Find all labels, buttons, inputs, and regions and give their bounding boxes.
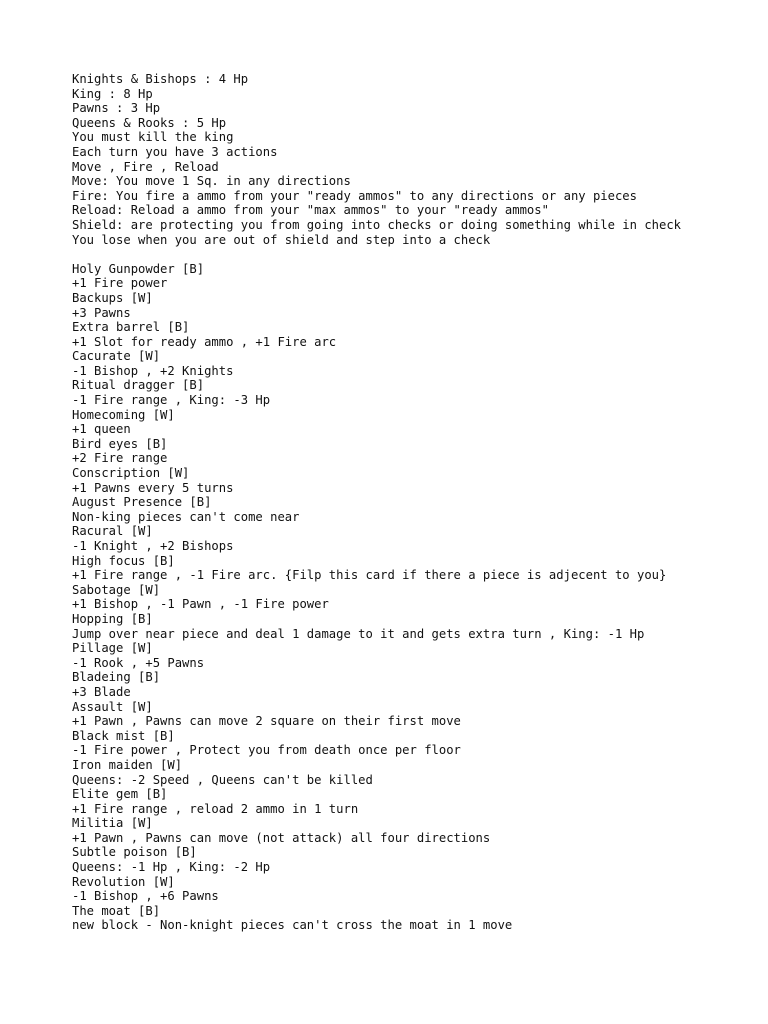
card-effect: Queens: -1 Hp , King: -2 Hp bbox=[72, 860, 271, 875]
card-effect: +2 Fire range bbox=[72, 451, 168, 466]
cards-section bbox=[72, 262, 752, 933]
card-title: Holy Gunpowder [B] bbox=[72, 261, 205, 276]
rule-line: You must kill the king bbox=[72, 130, 234, 145]
card-effect: +1 Pawn , Pawns can move 2 square on their first move bbox=[72, 714, 461, 729]
rule-line: Knights & Bishops : 4 Hp bbox=[72, 72, 249, 86]
card-effect: +1 queen bbox=[72, 422, 131, 437]
card-effect: -1 Knight , +2 Bishops bbox=[72, 539, 234, 553]
card-title: Extra barrel [B] bbox=[72, 320, 190, 335]
card-effect: -1 Rook , +5 Pawns bbox=[72, 655, 205, 670]
card-effect: Jump over near piece and deal 1 damage to it and gets extra turn , King: -1 Hp bbox=[72, 626, 645, 641]
card-effect: -1 Bishop , +2 Knights bbox=[72, 363, 234, 378]
card-title: Cacurate [W] bbox=[72, 349, 161, 364]
card-effect: +3 Blade bbox=[72, 684, 131, 699]
rule-line: King : 8 Hp bbox=[72, 86, 153, 101]
card-effect: -1 Bishop , +6 Pawns bbox=[72, 889, 219, 904]
card-title: Militia [W] bbox=[72, 816, 153, 831]
rule-line: Move , Fire , Reload bbox=[72, 159, 219, 174]
rules-section bbox=[72, 72, 752, 247]
card-effect: +1 Bishop , -1 Pawn , -1 Fire power bbox=[72, 597, 329, 612]
card-effect: Non-king pieces can't come near bbox=[72, 509, 300, 524]
card-title: Ritual dragger [B] bbox=[72, 378, 205, 393]
rule-line: Move: You move 1 Sq. in any directions bbox=[72, 174, 351, 189]
card-title: Backups [W] bbox=[72, 290, 153, 305]
card-title: Conscription [W] bbox=[72, 466, 190, 481]
document-page bbox=[72, 72, 752, 933]
card-title: Sabotage [W] bbox=[72, 582, 161, 597]
card-title: Hopping [B] bbox=[72, 611, 153, 626]
card-title: Assault [W] bbox=[72, 699, 153, 714]
card-effect: new block - Non-knight pieces can't cross the moat in 1 move bbox=[72, 918, 513, 933]
card-effect: -1 Fire power , Protect you from death once per floor bbox=[72, 743, 461, 758]
card-title: The moat [B] bbox=[72, 903, 161, 918]
card-title: Homecoming [W] bbox=[72, 407, 175, 422]
rule-line: You lose when you are out of shield and step into a check bbox=[72, 232, 491, 247]
rule-line: Each turn you have 3 actions bbox=[72, 144, 278, 159]
card-effect: +1 Fire power bbox=[72, 276, 168, 291]
card-title: Pillage [W] bbox=[72, 641, 153, 656]
card-title: High focus [B] bbox=[72, 553, 175, 568]
rule-line: Pawns : 3 Hp bbox=[72, 101, 161, 116]
card-effect: +1 Pawns every 5 turns bbox=[72, 480, 234, 495]
card-title: Black mist [B] bbox=[72, 728, 175, 743]
rule-line: Reload: Reload a ammo from your "max ammos" to your "ready ammos" bbox=[72, 203, 549, 218]
card-title: Revolution [W] bbox=[72, 874, 175, 889]
card-effect: Queens: -2 Speed , Queens can't be killed bbox=[72, 772, 373, 787]
rule-line: Fire: You fire a ammo from your "ready ammos" to any directions or any pieces bbox=[72, 188, 637, 203]
card-title: Bladeing [B] bbox=[72, 670, 161, 685]
rule-line: Shield: are protecting you from going into checks or doing something while in check bbox=[72, 217, 682, 232]
card-title: Subtle poison [B] bbox=[72, 845, 197, 860]
card-title: August Presence [B] bbox=[72, 495, 212, 510]
card-effect: +1 Pawn , Pawns can move (not attack) all four directions bbox=[72, 830, 491, 845]
card-effect: +1 Fire range , -1 Fire arc. {Filp this card if there a piece is adjecent to you} bbox=[72, 568, 667, 583]
rule-line: Queens & Rooks : 5 Hp bbox=[72, 115, 227, 130]
card-title: Elite gem [B] bbox=[72, 787, 168, 802]
card-effect: +3 Pawns bbox=[72, 305, 131, 320]
card-effect: -1 Fire range , King: -3 Hp bbox=[72, 393, 271, 408]
card-title: Racural [W] bbox=[72, 524, 153, 539]
card-effect: +1 Fire range , reload 2 ammo in 1 turn bbox=[72, 801, 359, 816]
section-gap bbox=[72, 247, 752, 262]
card-title: Iron maiden [W] bbox=[72, 757, 183, 772]
card-effect: +1 Slot for ready ammo , +1 Fire arc bbox=[72, 334, 337, 349]
card-title: Bird eyes [B] bbox=[72, 436, 168, 451]
